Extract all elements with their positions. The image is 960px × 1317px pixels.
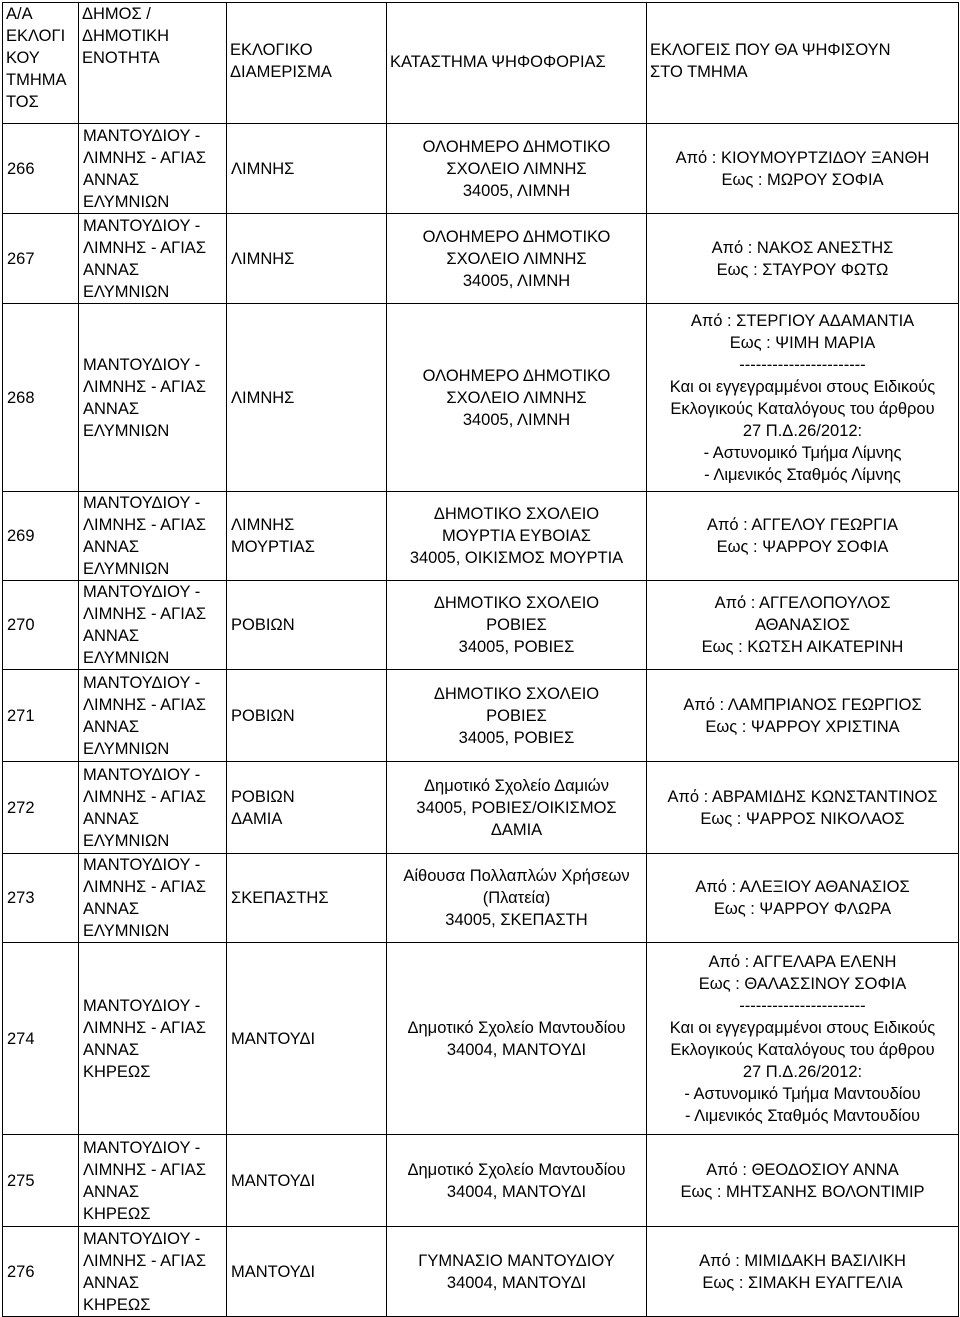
table-row [3,670,959,762]
ekloges-cell-line: Από : ΚΙΟΥΜΟΥΡΤΖΙΔΟΥ ΞΑΝΘΗ [675,148,930,167]
diamerisma-cell [227,762,387,854]
dimos-cell [79,1135,227,1227]
ekloges-cell-line: - Λιμενικός Σταθμός Λίμνης [704,465,901,484]
ekloges-cell-line: - Αστυνομικό Τμήμα Λίμνης [703,443,902,462]
katastima-cell-line: ΡΟΒΙΕΣ [486,706,547,725]
dimos-cell-line: ΑΝΝΑΣ [83,717,140,736]
katastima-cell-line: Αίθουσα Πολλαπλών Χρήσεων [403,867,630,885]
tmima-number: 276 [3,1227,79,1317]
dimos-cell [79,1227,227,1317]
katastima-cell [387,762,647,854]
tmima-number: 270 [3,581,79,670]
dimos-cell-line: ΕΛΥΜΝΙΩΝ [83,560,170,578]
katastima-cell-line: 34005, ΛΙΜΝΗ [462,271,571,290]
ekloges-cell-line: Εκλογικούς Καταλόγους του άρθρου [670,1040,935,1059]
tmima-number: 267 [3,214,79,304]
tmima-number: 273 [3,854,79,943]
ekloges-cell-line: Εως : ΨΑΡΡΟΣ ΝΙΚΟΛΑΟΣ [700,809,905,828]
table-row [3,943,959,1135]
table-row [3,492,959,581]
tmima-number: 269 [3,492,79,581]
dimos-cell-line: ΛΙΜΝΗΣ - ΑΓΙΑΣ [83,377,207,396]
header-ekloges: ΕΚΛΟΓΕΙΣ ΠΟΥ ΘΑ ΨΗΦΙΣΟΥΝ ΣΤΟ ΤΜΗΜΑ [647,3,959,124]
katastima-cell-line: Δημοτικό Σχολείο Μαντουδίου [407,1160,626,1179]
table-row [3,124,959,214]
ekloges-cell-line: Από : ΑΓΓΕΛΟΠΟΥΛΟΣ [714,594,891,612]
katastima-cell-line: 34005, ΛΙΜΝΗ [462,410,571,429]
katastima-cell-line: ΟΛΟΗΜΕΡΟ ΔΗΜΟΤΙΚΟ [422,137,611,156]
diamerisma-cell-line: ΡΟΒΙΩΝ [231,706,295,725]
ekloges-cell-line: Από : ΣΤΕΡΓΙΟΥ ΑΔΑΜΑΝΤΙΑ [690,311,915,330]
katastima-cell-line: 34005, ΛΙΜΝΗ [462,181,571,200]
ekloges-cell-line: Από : ΝΑΚΟΣ ΑΝΕΣΤΗΣ [711,238,894,257]
diamerisma-cell [227,581,387,670]
dimos-cell [79,762,227,854]
dimos-cell-line: ΜΑΝΤΟΥΔΙΟΥ - [83,996,201,1015]
ekloges-cell [647,943,959,1135]
dimos-cell [79,214,227,304]
table-row [3,854,959,943]
ekloges-cell-line: Εως : ΣΙΜΑΚΗ ΕΥΑΓΓΕΛΙΑ [702,1273,903,1292]
diamerisma-cell-line: ΜΑΝΤΟΥΔΙ [231,1029,316,1048]
katastima-cell-line: 34004, ΜΑΝΤΟΥΔΙ [446,1182,587,1201]
dimos-cell-line: ΛΙΜΝΗΣ - ΑΓΙΑΣ [83,787,207,806]
katastima-cell-line: ΔΗΜΟΤΙΚΟ ΣΧΟΛΕΙΟ [433,594,600,612]
katastima-cell-line: 34005, ΡΟΒΙΕΣ [458,638,575,656]
katastima-cell [387,854,647,943]
ekloges-cell [647,1135,959,1227]
diamerisma-cell [227,670,387,762]
dimos-cell-line: ΕΛΥΜΝΙΩΝ [83,282,170,301]
diamerisma-cell-line: ΣΚΕΠΑΣΤΗΣ [231,889,329,907]
dimos-cell-line: ΑΝΝΑΣ [83,1182,140,1201]
diamerisma-cell [227,492,387,581]
tmima-number: 266 [3,124,79,214]
ekloges-cell-line: Εως : ΜΗΤΣΑΝΗΣ ΒΟΛΟΝΤΙΜΙΡ [680,1182,925,1201]
ekloges-cell [647,854,959,943]
diamerisma-cell [227,304,387,492]
ekloges-cell-line: Εως : ΘΑΛΑΣΣΙΝΟΥ ΣΟΦΙΑ [698,974,907,993]
diamerisma-cell [227,124,387,214]
katastima-cell-line: ΔΑΜΙΑ [490,820,543,839]
dimos-cell [79,492,227,581]
dimos-cell-line: ΛΙΜΝΗΣ - ΑΓΙΑΣ [83,516,207,534]
dimos-cell-line: ΕΛΥΜΝΙΩΝ [83,421,170,440]
dimos-cell-line: ΜΑΝΤΟΥΔΙΟΥ - [83,1138,201,1157]
katastima-cell [387,943,647,1135]
ekloges-cell-line: Εως : ΚΩΤΣΗ ΑΙΚΑΤΕΡΙΝΗ [701,638,904,656]
table-row [3,304,959,492]
katastima-cell-line: 34005, ΡΟΒΙΕΣ/ΟΙΚΙΣΜΟΣ [416,798,617,817]
header-dimos: ΔΗΜΟΣ / ΔΗΜΟΤΙΚΗ ΕΝΟΤΗΤΑ [79,3,227,124]
diamerisma-cell [227,943,387,1135]
diamerisma-cell-line: ΜΑΝΤΟΥΔΙ [231,1171,316,1190]
ekloges-cell-line: Από : ΛΑΜΠΡΙΑΝΟΣ ΓΕΩΡΓΙΟΣ [683,695,922,714]
katastima-cell-line: ΣΧΟΛΕΙΟ ΛΙΜΝΗΣ [446,388,587,407]
dimos-cell-line: ΕΛΥΜΝΙΩΝ [83,649,170,667]
ekloges-cell [647,304,959,492]
dimos-cell [79,304,227,492]
katastima-cell-line: ΣΧΟΛΕΙΟ ΛΙΜΝΗΣ [446,249,587,268]
dimos-cell-line: ΚΗΡΕΩΣ [83,1204,151,1223]
tmima-number: 275 [3,1135,79,1227]
tmima-number: 272 [3,762,79,854]
dimos-cell-line: ΛΙΜΝΗΣ - ΑΓΙΑΣ [83,1251,207,1270]
ekloges-cell [647,581,959,670]
ekloges-cell-line: Από : ΘΕΟΔΟΣΙΟΥ ΑΝΝΑ [706,1160,899,1179]
katastima-cell-line: ΡΟΒΙΕΣ [486,616,547,634]
ekloges-cell-line: Εως : ΨΑΡΡΟΥ ΣΟΦΙΑ [716,538,889,556]
dimos-cell [79,854,227,943]
katastima-cell-line: (Πλατεία) [482,889,551,907]
ekloges-cell-line: Από : ΜΙΜΙΔΑΚΗ ΒΑΣΙΛΙΚΗ [699,1251,906,1270]
dimos-cell-line: ΑΝΝΑΣ [83,627,140,645]
katastima-cell-line: 34005, ΟΙΚΙΣΜΟΣ ΜΟΥΡΤΙΑ [409,549,624,567]
dimos-cell-line: ΑΝΝΑΣ [83,538,140,556]
polling-stations-table [2,2,959,1317]
dimos-cell [79,124,227,214]
dimos-cell-line: ΑΝΝΑΣ [83,399,140,418]
diamerisma-cell [227,854,387,943]
diamerisma-cell-line: ΡΟΒΙΩΝ [231,787,295,806]
ekloges-cell-line: Εως : ΣΤΑΥΡΟΥ ΦΩΤΩ [716,260,889,279]
dimos-cell [79,670,227,762]
dimos-cell-line: ΑΝΝΑΣ [83,900,140,918]
dimos-cell-line: ΛΙΜΝΗΣ - ΑΓΙΑΣ [83,238,207,257]
dimos-cell-line: ΑΝΝΑΣ [83,1273,140,1292]
table-row [3,214,959,304]
katastima-cell-line: 34005, ΡΟΒΙΕΣ [458,728,575,747]
ekloges-cell-line: ΑΘΑΝΑΣΙΟΣ [755,616,850,634]
diamerisma-cell [227,1135,387,1227]
diamerisma-cell-line: ΜΟΥΡΤΙΑΣ [231,538,315,556]
header-katastima: ΚΑΤΑΣΤΗΜΑ ΨΗΦΟΦΟΡΙΑΣ [387,3,647,124]
katastima-cell [387,581,647,670]
ekloges-cell-line: Εως : ΨΑΡΡΟΥ ΦΛΩΡΑ [713,900,892,918]
dimos-cell-line: ΜΑΝΤΟΥΔΙΟΥ - [83,583,201,601]
dimos-cell-line: ΜΑΝΤΟΥΔΙΟΥ - [83,126,201,145]
diamerisma-cell-line: ΡΟΒΙΩΝ [231,616,295,634]
dimos-cell-line: ΜΑΝΤΟΥΔΙΟΥ - [83,673,201,692]
katastima-cell [387,214,647,304]
katastima-cell [387,670,647,762]
dimos-cell-line: ΑΝΝΑΣ [83,1040,140,1059]
tmima-number: 271 [3,670,79,762]
dimos-cell-line: ΜΑΝΤΟΥΔΙΟΥ - [83,1229,201,1248]
ekloges-cell-line: Εως : ΨΙΜΗ ΜΑΡΙΑ [729,333,876,352]
ekloges-cell-line: 27 Π.Δ.26/2012: [742,1062,863,1081]
dimos-cell-line: ΑΝΝΑΣ [83,809,140,828]
ekloges-cell-line: 27 Π.Δ.26/2012: [742,421,863,440]
ekloges-cell-line: Από : ΑΒΡΑΜΙΔΗΣ ΚΩΝΣΤΑΝΤΙΝΟΣ [667,787,938,806]
diamerisma-cell [227,1227,387,1317]
table-row [3,581,959,670]
ekloges-cell [647,670,959,762]
ekloges-cell-line: Από : ΑΓΓΕΛΟΥ ΓΕΩΡΓΙΑ [707,516,898,534]
ekloges-cell-line: Εκλογικούς Καταλόγους του άρθρου [670,399,935,418]
table-row [3,1135,959,1227]
katastima-cell-line: ΔΗΜΟΤΙΚΟ ΣΧΟΛΕΙΟ [433,505,600,523]
ekloges-cell-line: - Αστυνομικό Τμήμα Μαντουδίου [684,1084,921,1103]
ekloges-cell-line: ----------------------- [739,355,866,374]
dimos-cell-line: ΑΝΝΑΣ [83,260,140,279]
dimos-cell-line: ΜΑΝΤΟΥΔΙΟΥ - [83,765,201,784]
dimos-cell-line: ΚΗΡΕΩΣ [83,1295,151,1314]
katastima-cell [387,492,647,581]
katastima-cell-line: Δημοτικό Σχολείο Μαντουδίου [407,1018,626,1037]
ekloges-cell-line: Και οι εγγεγραμμένοι στους Ειδικούς [669,377,936,396]
header-tmima: Α/Α ΕΚΛΟΓΙ ΚΟΥ ΤΜΗΜΑ ΤΟΣ [3,3,79,124]
katastima-cell [387,124,647,214]
diamerisma-cell-line: ΜΑΝΤΟΥΔΙ [231,1262,316,1281]
tmima-number: 274 [3,943,79,1135]
dimos-cell-line: ΕΛΥΜΝΙΩΝ [83,831,170,850]
dimos-cell-line: ΛΙΜΝΗΣ - ΑΓΙΑΣ [83,1160,207,1179]
dimos-cell-line: ΛΙΜΝΗΣ - ΑΓΙΑΣ [83,1018,207,1037]
ekloges-cell-line: ----------------------- [739,996,866,1015]
ekloges-cell-line: Εως : ΜΩΡΟΥ ΣΟΦΙΑ [721,170,884,189]
dimos-cell-line: ΕΛΥΜΝΙΩΝ [83,739,170,758]
table-row [3,762,959,854]
ekloges-cell-line: Και οι εγγεγραμμένοι στους Ειδικούς [669,1018,936,1037]
diamerisma-cell-line: ΛΙΜΝΗΣ [231,249,295,268]
ekloges-cell-line: Από : ΑΓΓΕΛΑΡΑ ΕΛΕΝΗ [708,952,897,971]
ekloges-cell-line: Από : ΑΛΕΞΙΟΥ ΑΘΑΝΑΣΙΟΣ [695,878,910,896]
dimos-cell-line: ΚΗΡΕΩΣ [83,1062,151,1081]
dimos-cell [79,581,227,670]
katastima-cell-line: ΜΟΥΡΤΙΑ ΕΥΒΟΙΑΣ [441,527,592,545]
diamerisma-cell-line: ΔΑΜΙΑ [231,809,283,828]
ekloges-cell [647,124,959,214]
dimos-cell-line: ΛΙΜΝΗΣ - ΑΓΙΑΣ [83,878,207,896]
ekloges-cell [647,762,959,854]
tmima-number: 268 [3,304,79,492]
katastima-cell [387,1135,647,1227]
diamerisma-cell-line: ΛΙΜΝΗΣ [231,159,295,178]
ekloges-cell [647,492,959,581]
katastima-cell-line: ΟΛΟΗΜΕΡΟ ΔΗΜΟΤΙΚΟ [422,366,611,385]
katastima-cell-line: 34004, ΜΑΝΤΟΥΔΙ [446,1040,587,1059]
dimos-cell-line: ΜΑΝΤΟΥΔΙΟΥ - [83,856,201,874]
dimos-cell-line: ΛΙΜΝΗΣ - ΑΓΙΑΣ [83,605,207,623]
dimos-cell-line: ΛΙΜΝΗΣ - ΑΓΙΑΣ [83,695,207,714]
ekloges-cell [647,1227,959,1317]
dimos-cell-line: ΜΑΝΤΟΥΔΙΟΥ - [83,216,201,235]
ekloges-cell-line: - Λιμενικός Σταθμός Μαντουδίου [684,1106,921,1125]
dimos-cell-line: ΑΝΝΑΣ [83,170,140,189]
diamerisma-cell-line: ΛΙΜΝΗΣ [231,516,295,534]
dimos-cell [79,943,227,1135]
katastima-cell-line: ΓΥΜΝΑΣΙΟ ΜΑΝΤΟΥΔΙΟΥ [418,1251,615,1270]
diamerisma-cell [227,214,387,304]
katastima-cell-line: 34005, ΣΚΕΠΑΣΤΗ [445,911,588,929]
katastima-cell-line: ΟΛΟΗΜΕΡΟ ΔΗΜΟΤΙΚΟ [422,227,611,246]
katastima-cell [387,304,647,492]
header-diamerisma: ΕΚΛΟΓΙΚΟ ΔΙΑΜΕΡΙΣΜΑ [227,3,387,124]
ekloges-cell-line: Εως : ΨΑΡΡΟΥ ΧΡΙΣΤΙΝΑ [705,717,900,736]
katastima-cell [387,1227,647,1317]
ekloges-cell [647,214,959,304]
dimos-cell-line: ΕΛΥΜΝΙΩΝ [83,922,170,940]
table-row [3,1227,959,1317]
katastima-cell-line: ΔΗΜΟΤΙΚΟ ΣΧΟΛΕΙΟ [433,684,600,703]
katastima-cell-line: 34004, ΜΑΝΤΟΥΔΙ [446,1273,587,1292]
katastima-cell-line: Δημοτικό Σχολείο Δαμιών [424,776,609,795]
diamerisma-cell-line: ΛΙΜΝΗΣ [231,388,295,407]
header-row [3,3,959,124]
dimos-cell-line: ΜΑΝΤΟΥΔΙΟΥ - [83,355,201,374]
dimos-cell-line: ΕΛΥΜΝΙΩΝ [83,192,170,211]
katastima-cell-line: ΣΧΟΛΕΙΟ ΛΙΜΝΗΣ [446,159,587,178]
dimos-cell-line: ΛΙΜΝΗΣ - ΑΓΙΑΣ [83,148,207,167]
dimos-cell-line: ΜΑΝΤΟΥΔΙΟΥ - [83,494,201,512]
